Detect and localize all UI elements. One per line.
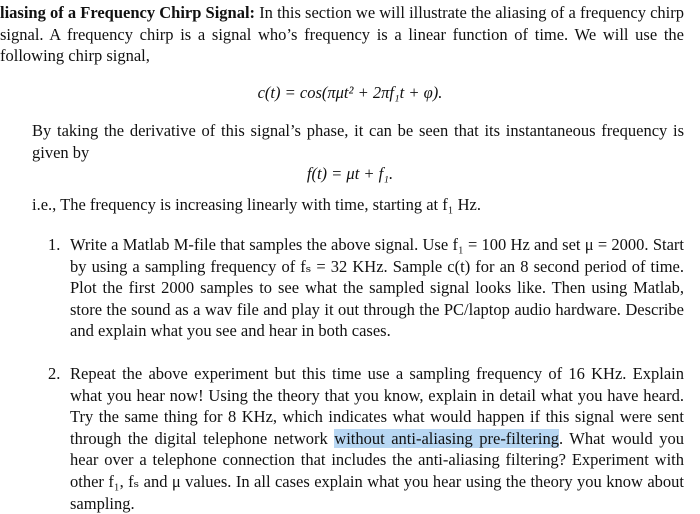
ie-paragraph: i.e., The frequency is increasing linearly with time, starting at f₁ Hz. bbox=[32, 195, 481, 214]
list-item bbox=[48, 363, 684, 514]
frequency-equation: f(t) = μt + f₁. bbox=[306, 164, 394, 183]
item-text-before: Repeat the above experiment but this time use a sampling frequency of 16 KHz. Explain what you hear now! Using the theory that you know, explain in detail what you have heard. Try the same thing for 8 KHz, which indicates what would happen if this signal were sent through the digital telephone network bbox=[70, 363, 684, 448]
derivative-paragraph: By taking the derivative of this signal’s phase, it can be seen that its instantaneous frequency is given by bbox=[32, 121, 684, 162]
intro-text: In this section we will illustrate the aliasing of a frequency chirp signal. A frequency chirp is a signal who’s frequency is a linear function of time. We will use the following chirp signal, bbox=[0, 3, 684, 66]
item-text-after: . What would you hear over a telephone connection that includes the anti-aliasing filtering? Experiment with other f₁, fₛ and μ values. In all cases explain what you hear using the theory you know about sampling. bbox=[70, 428, 684, 513]
item-text: Write a Matlab M-file that samples the above signal. Use f₁ = 100 Hz and set μ = 2000. Start by using a sampling frequency of fₛ = 32 KHz. Sample c(t) for an 8 second period of time. Plot the first 2000 samples to see what the sampled signal looks like. Then using Matlab, store the sound as a wav file and play it out through the PC/laptop audio hardware. Describe and explain what you see and hear in both cases. bbox=[70, 235, 684, 341]
intro-paragraph bbox=[0, 2, 684, 67]
item-number: 1. bbox=[48, 235, 61, 254]
section-heading: liasing of a Frequency Chirp Signal: bbox=[0, 3, 256, 22]
highlighted-text[interactable]: without anti-aliasing pre-filtering bbox=[334, 428, 559, 448]
chirp-equation: c(t) = cos(πμt² + 2πf₁t + φ). bbox=[257, 83, 443, 102]
item-number: 2. bbox=[48, 363, 61, 383]
list-item bbox=[48, 234, 684, 342]
exercise-list bbox=[48, 234, 684, 514]
